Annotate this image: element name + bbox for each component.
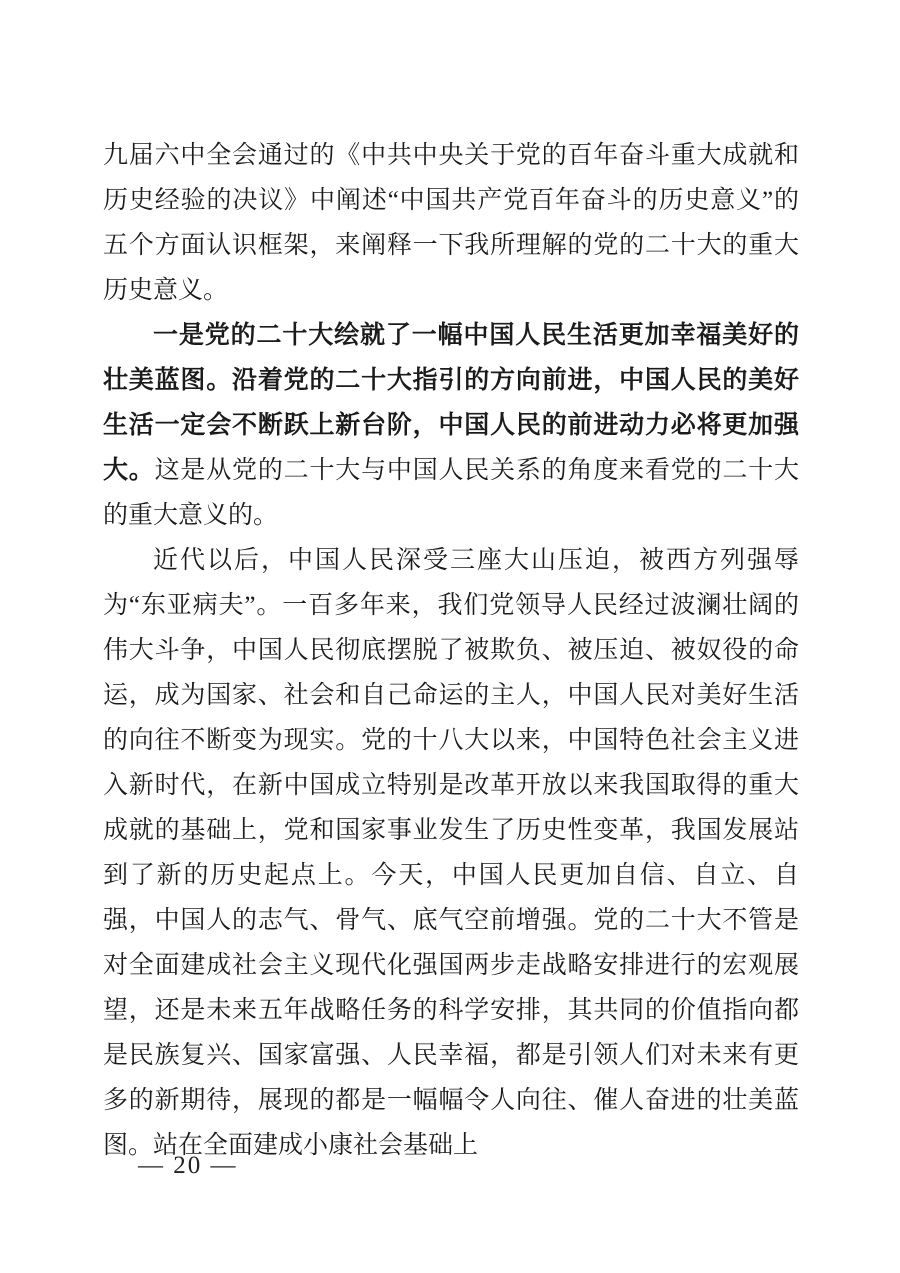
paragraph-history [103,538,799,1168]
bold-text-segment: 一是党的二十大绘就了一幅中国人民生活更加幸福美好的壮美蓝图。沿着党的二十大指引的方向前进，中国人民的美好生活一定会不断跃上新台阶，中国人民的前进动力必将更加强大。 [103,322,799,484]
text-segment: 九届六中全会通过的《中共中央关于党的百年奋斗重大成就和历史经验的决议》中阐述“中国共产党百年奋斗的历史意义”的五个方面认识框架，来阐释一下我所理解的党的二十大的重大历史意义。 [103,142,799,304]
paragraph-continuation [103,133,799,313]
text-segment: 近代以后，中国人民深受三座大山压迫，被西方列强辱为“东亚病夫”。一百多年来，我们党领导人民经过波澜壮阔的伟大斗争，中国人民彻底摆脱了被欺负、被压迫、被奴役的命运，成为国家、社会和自己命运的主人，中国人民对美好生活的向往不断变为现实。党的十八大以来，中国特色社会主义进入新时代，在新中国成立特别是改革开放以来我国取得的重大成就的基础上，党和国家事业发生了历史性变革，我国发展站到了新的历史起点上。今天，中国人民更加自信、自立、自强，中国人的志气、骨气、底气空前增强。党的二十大不管是对全面建成社会主义现代化强国两步走战略安排进行的宏观展望，还是未来五年战略任务的科学安排，其共同的价值指向都是民族复兴、国家富强、人民幸福，都是引领人们对未来有更多的新期待，展现的都是一幅幅令人向往、催人奋进的壮美蓝图。站在全面建成小康社会基础上 [103,547,799,1159]
text-segment: 这是从党的二十大与中国人民关系的角度来看党的二十大的重大意义的。 [103,457,799,529]
paragraph-point-one [103,313,799,538]
document-body [103,133,799,1168]
page-number: — 20 — [138,1152,238,1179]
